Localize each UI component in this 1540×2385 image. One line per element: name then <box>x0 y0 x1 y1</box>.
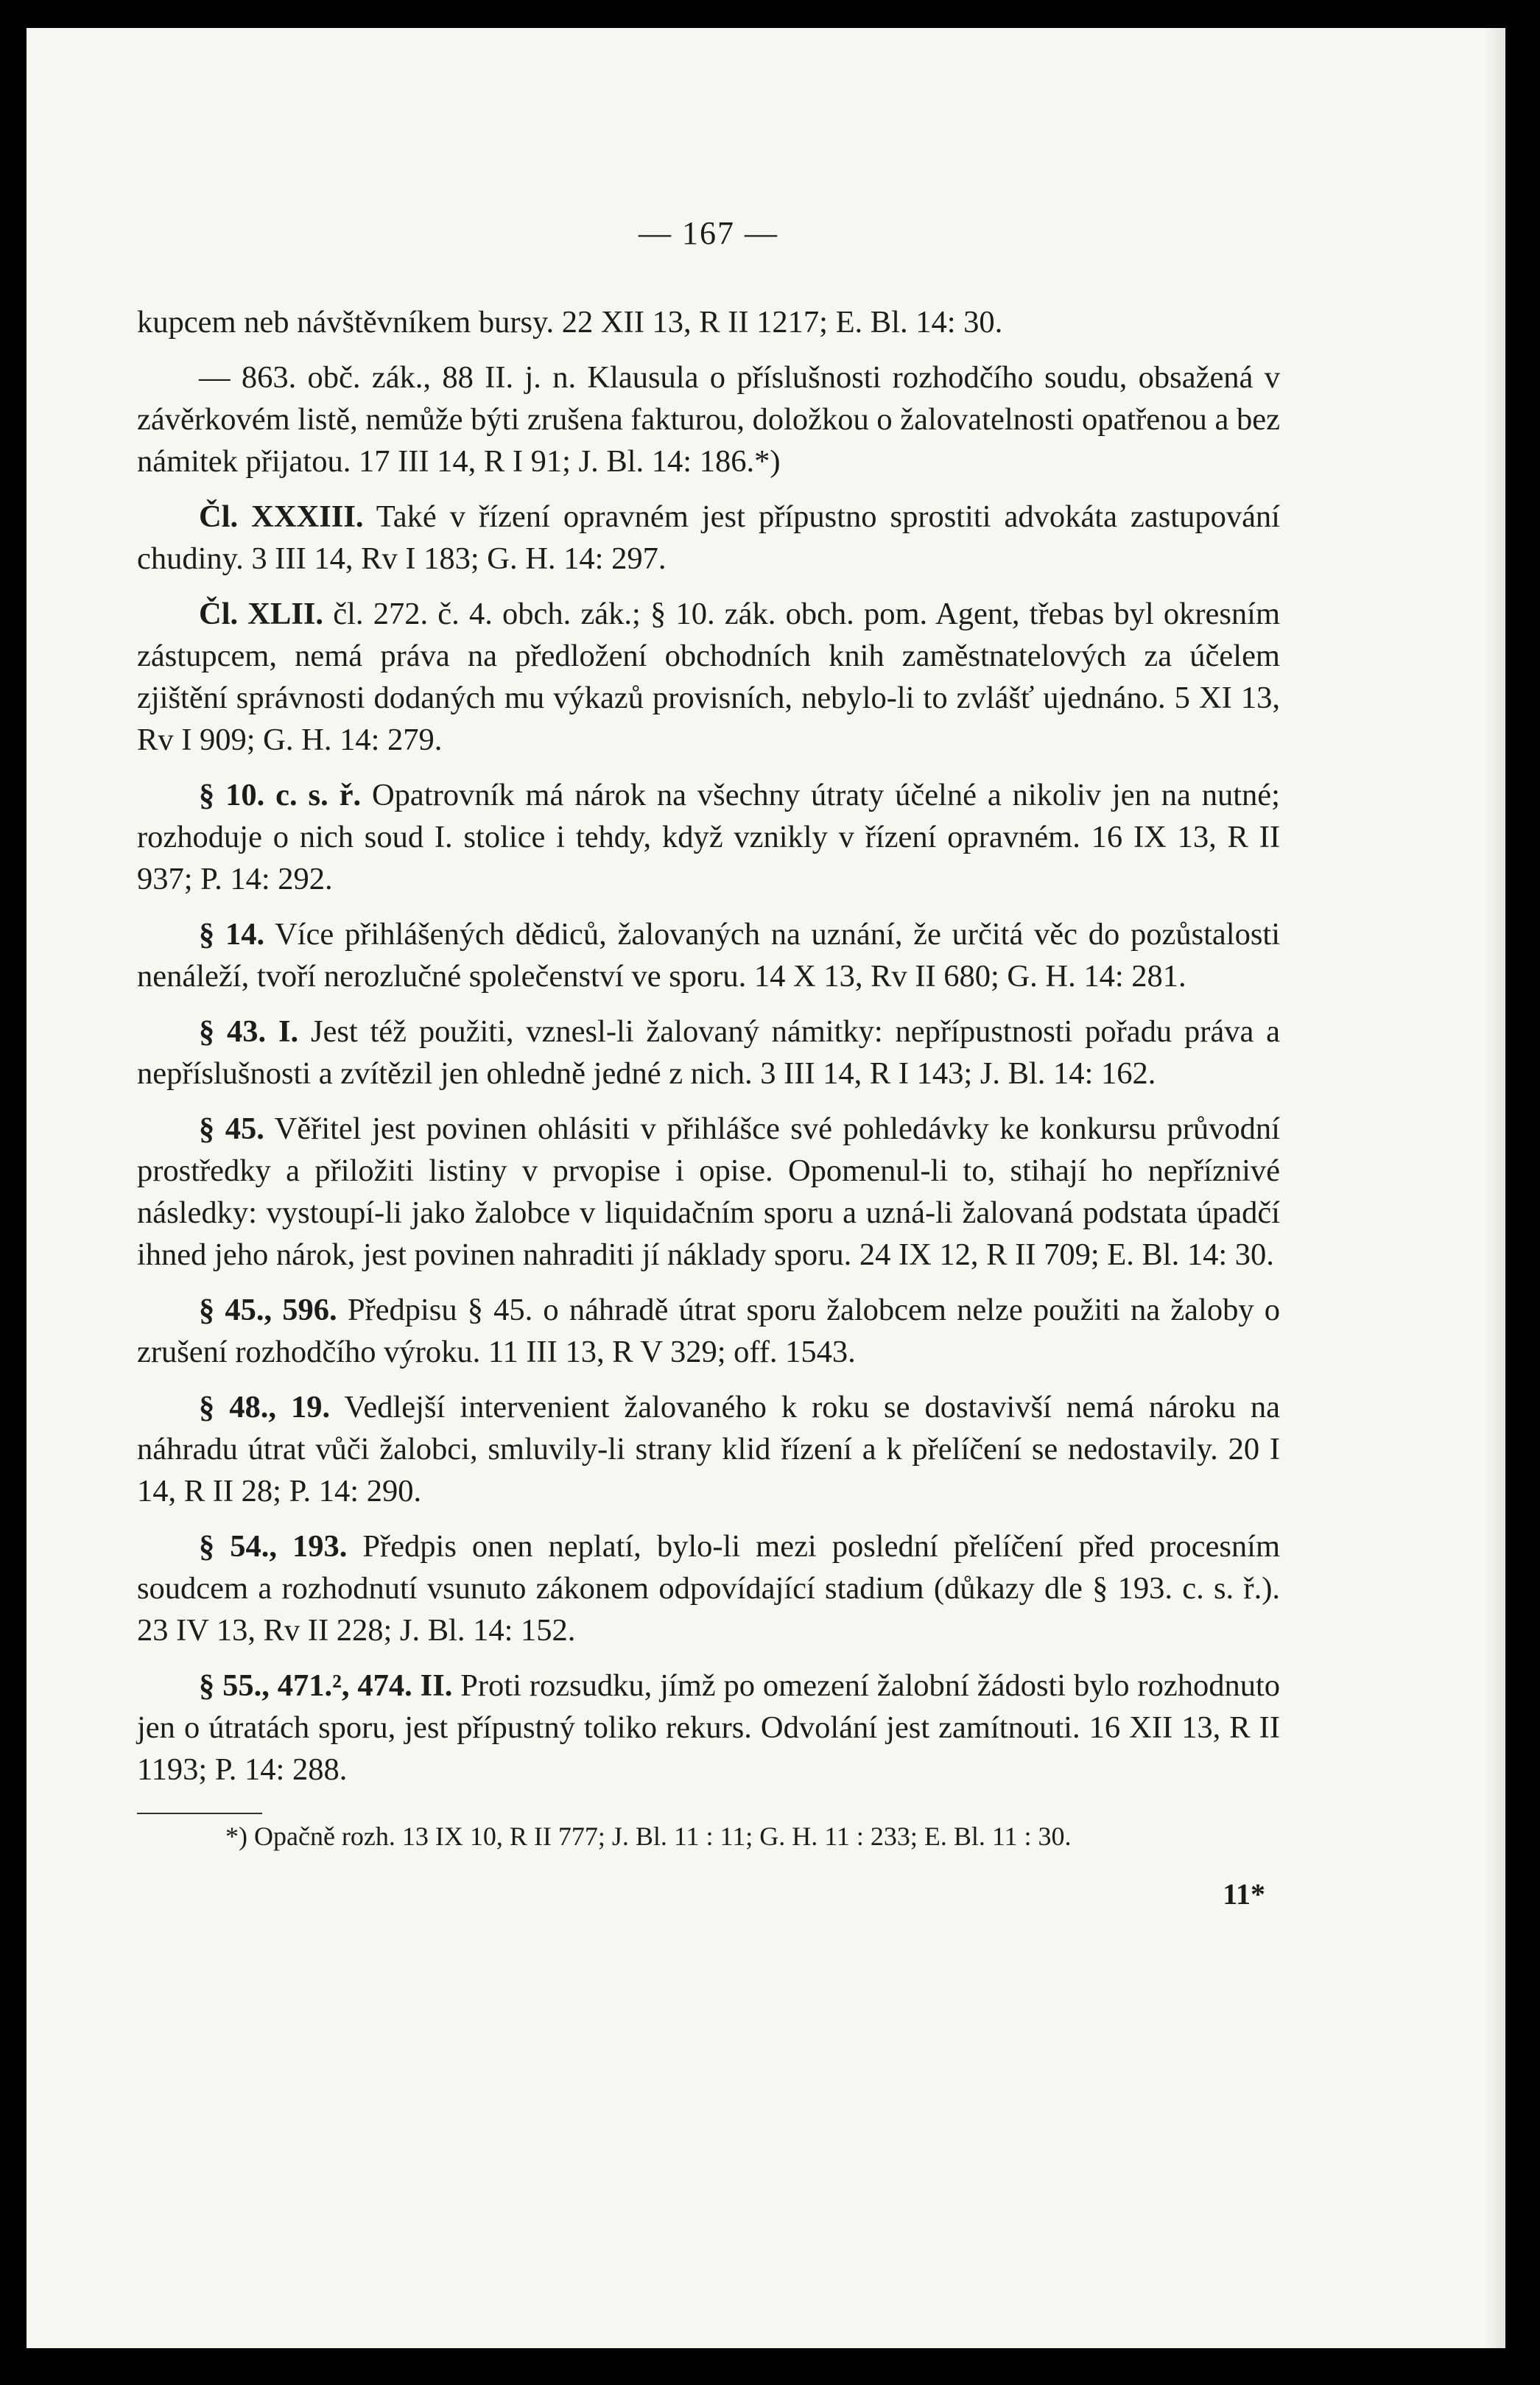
paragraph-7-heading: § 43. I. <box>199 1014 299 1049</box>
paragraph-5-heading: § 10. c. s. ř. <box>199 778 362 812</box>
paragraph-3 <box>137 496 1280 580</box>
paragraph-12-text: Proti rozsudku, jímž po omezení žalobní žádosti bylo rozhodnuto jen o útratách sporu, jest přípustný toliko rekurs. Odvolání jest zamítnouti. 16 XII 13, R II 1193; P. 14: 288. <box>137 1668 1281 1787</box>
paragraph-8-text: Věřitel jest povinen ohlásiti v přihlášce své pohledávky ke konkursu průvodní prostředky a přiložiti listiny v prvopise i opise. Opomenul-li to, stihají ho nepříznivé následky: vystoupí-li jako žalobce v liquidačním sporu a uzná-li žalovaná podstata úpadčí ihned jeho nárok, jest povinen nahraditi jí náklady sporu. 24 IX 12, R II 709; E. Bl. 14: 30. <box>137 1111 1280 1272</box>
paragraph-9-text: Předpisu § 45. o náhradě útrat sporu žalobcem nelze použiti na žaloby o zrušení rozhodčího výroku. 11 III 13, R V 329; off. 1543. <box>137 1293 1281 1369</box>
paragraph-3-heading: Čl. XXXIII. <box>199 499 364 534</box>
page-text-block <box>137 212 1280 1915</box>
paragraph-6-heading: § 14. <box>199 917 265 952</box>
paragraph-10-text: Vedlejší intervenient žalovaného k roku se dostavivší nemá nároku na náhradu útrat vůči žalobci, smluvily-li strany klid řízení a k přelíčení se nedostavily. 20 I 14, R II 28; P. 14: 290. <box>137 1390 1281 1508</box>
paragraph-8 <box>137 1108 1280 1276</box>
paragraph-1-text: kupcem neb návštěvníkem bursy. 22 XII 13, R II 1217; E. Bl. 14: 30. <box>137 305 1003 340</box>
paragraph-4-heading: Čl. XLII. <box>199 597 324 631</box>
paragraph-11-heading: § 54., 193. <box>199 1529 348 1564</box>
paragraph-11 <box>137 1525 1280 1651</box>
page-edge-shadow <box>1485 28 1505 2348</box>
paragraph-3-text: Také v řízení opravném jest přípustno sprostiti advokáta zastupování chudiny. 3 III 14, Rv I 183; G. H. 14: 297. <box>137 499 1280 576</box>
printer-signature-mark: 11* <box>1223 1878 1265 1911</box>
paragraph-10-heading: § 48., 19. <box>199 1390 331 1425</box>
paragraph-1 <box>137 301 1280 343</box>
paragraph-11-text: Předpis onen neplatí, bylo-li mezi poslední přelíčení před procesním soudcem a rozhodnutí vsunuto zákonem odpovídající stadium (důkazy dle § 193. c. s. ř.). 23 IV 13, Rv II 228; J. Bl. 14: 152. <box>137 1529 1281 1648</box>
paragraph-12 <box>137 1665 1280 1791</box>
paragraph-2-text: — 863. obč. zák., 88 II. j. n. Klausula o příslušnosti rozhodčího soudu, obsažená v závěrkovém listě, nemůže býti zrušena fakturou, doložkou o žalovatelnosti opatřenou a bez námitek přijatou. 17 III 14, R I 91; J. Bl. 14: 186.*) <box>137 360 1280 479</box>
paragraph-9 <box>137 1289 1280 1373</box>
paragraph-7 <box>137 1011 1280 1095</box>
paragraph-5-text: Opatrovník má nárok na všechny útraty účelné a nikoliv jen na nutné; rozhoduje o nich soud I. stolice i tehdy, když vznikly v řízení opravném. 16 IX 13, R II 937; P. 14: 292. <box>137 778 1280 896</box>
paragraph-10 <box>137 1386 1280 1512</box>
paragraph-12-heading: § 55., 471.², 474. II. <box>199 1668 453 1703</box>
paragraph-4-text: čl. 272. č. 4. obch. zák.; § 10. zák. obch. pom. Agent, třebas byl okresním zástupcem, nemá práva na předložení obchodních knih zaměstnatelových za účelem zjištění správnosti dodaných mu výkazů provisních, nebylo-li to zvlášť ujednáno. 5 XI 13, Rv I 909; G. H. 14: 279. <box>137 597 1281 757</box>
paragraph-7-text: Jest též použiti, vznesl-li žalovaný námitky: nepřípustnosti pořadu práva a nepříslušnosti a zvítězil jen ohledně jedné z nich. 3 III 14, R I 143; J. Bl. 14: 162. <box>137 1014 1281 1091</box>
page-number: — 167 — <box>639 215 778 251</box>
paragraph-2 <box>137 356 1280 482</box>
book-page <box>27 28 1505 2348</box>
footnote-rule <box>137 1813 262 1814</box>
paragraph-8-heading: § 45. <box>199 1111 264 1146</box>
paragraph-9-heading: § 45., 596. <box>199 1293 337 1327</box>
footnote: *) Opačně rozh. 13 IX 10, R II 777; J. Bl. 11 : 11; G. H. 11 : 233; E. Bl. 11 : 30. <box>225 1822 1072 1851</box>
paragraph-4 <box>137 593 1280 761</box>
paragraph-5 <box>137 774 1280 900</box>
paragraph-6 <box>137 913 1280 997</box>
paragraph-6-text: Více přihlášených dědiců, žalovaných na uznání, že určitá věc do pozůstalosti nenáleží, tvoří nerozlučné společenství ve sporu. 14 X 13, Rv II 680; G. H. 14: 281. <box>137 917 1281 994</box>
